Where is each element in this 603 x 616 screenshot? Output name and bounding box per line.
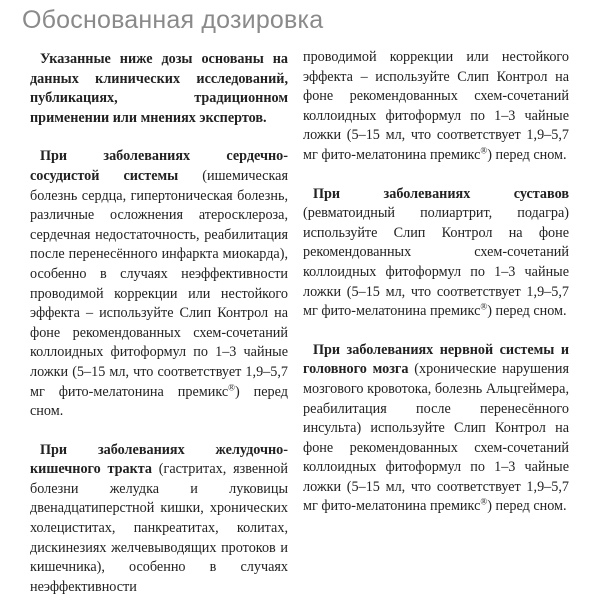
intro-paragraph: Указанные ниже дозы основаны на данных клинических исследований, публикациях, традиционном применении или мнениях экспертов. bbox=[30, 51, 288, 126]
joints-body-end: ) перед сном. bbox=[487, 303, 567, 320]
continued-body-end: ) перед сном. bbox=[487, 146, 567, 163]
registered-mark: ® bbox=[480, 496, 488, 507]
neuro-body: (хронические нарушения мозгового кровотока, болезнь Альцгеймера, реабилитация после перенесённого инсульта) используйте Слип Контрол на фоне рекомендованных схем-сочетаний коллоидных фитоформул по 1–3 чайные ложки (5–15 мл, что соответствует 1,9–5,7 мг фито-мелатонина премикс bbox=[303, 361, 569, 515]
neuro-paragraph bbox=[303, 341, 569, 517]
registered-mark: ® bbox=[480, 145, 488, 156]
page-title: Обоснованная дозировка bbox=[22, 6, 324, 34]
continued-body: проводимой коррекции или нестойкого эффекта – используйте Слип Контрол на фоне рекомендованных схем-сочетаний коллоидных фитоформул по 1–3 чайные ложки (5–15 мл, что соответствует 1,9–5,7 мг фито-мелатонина премикс bbox=[303, 49, 569, 163]
cardio-heading: При заболеваниях сердечно-сосудистой системы bbox=[30, 148, 288, 184]
continued-paragraph bbox=[303, 48, 569, 166]
gi-heading: При заболеваниях желудочно-кишечного тракта bbox=[30, 441, 288, 478]
gi-paragraph bbox=[30, 441, 288, 598]
cardio-paragraph bbox=[30, 147, 288, 421]
gi-body: (гастритах, язвенной болезни желудка и луковицы двенадцатиперстной кишки, хронических холециститах, панкреатитах, колитах, дискинезиях желчевыводящих протоков и кишечника), особенно в случаях неэффективности bbox=[30, 461, 288, 595]
registered-mark: ® bbox=[480, 301, 488, 312]
cardio-body-end: ) перед сном. bbox=[30, 383, 288, 420]
joints-body: (ревматоидный полиартрит, подагра) используйте Слип Контрол на фоне рекомендованных схем-сочетаний коллоидных фитоформул по 1–3 чайные ложки (5–15 мл, что соответствует 1,9–5,7 мг фито-мелатонина премикс bbox=[303, 205, 569, 320]
neuro-body-end: ) перед сном. bbox=[487, 498, 567, 515]
right-column bbox=[303, 48, 569, 536]
joints-heading: При заболеваниях суставов bbox=[313, 185, 569, 202]
joints-paragraph bbox=[303, 185, 569, 322]
left-column bbox=[30, 50, 288, 616]
neuro-heading: При заболеваниях нервной системы и головного мозга bbox=[303, 341, 569, 378]
registered-mark: ® bbox=[228, 381, 235, 392]
cardio-body: (ишемическая болезнь сердца, гипертоническая болезнь, различные осложнения атеросклероза, сердечная недостаточность, реабилитация после перенесённого инфаркта миокарда), особенно в случаях неэффективности проводимой коррекции или нестойкого эффекта – используйте Слип Контрол на фоне рекомендованных схем-сочетаний коллоидных фитоформул по 1–3 чайные ложки (5–15 мл, что соответствует 1,9–5,7 мг фито-мелатонина премикс bbox=[30, 167, 288, 400]
